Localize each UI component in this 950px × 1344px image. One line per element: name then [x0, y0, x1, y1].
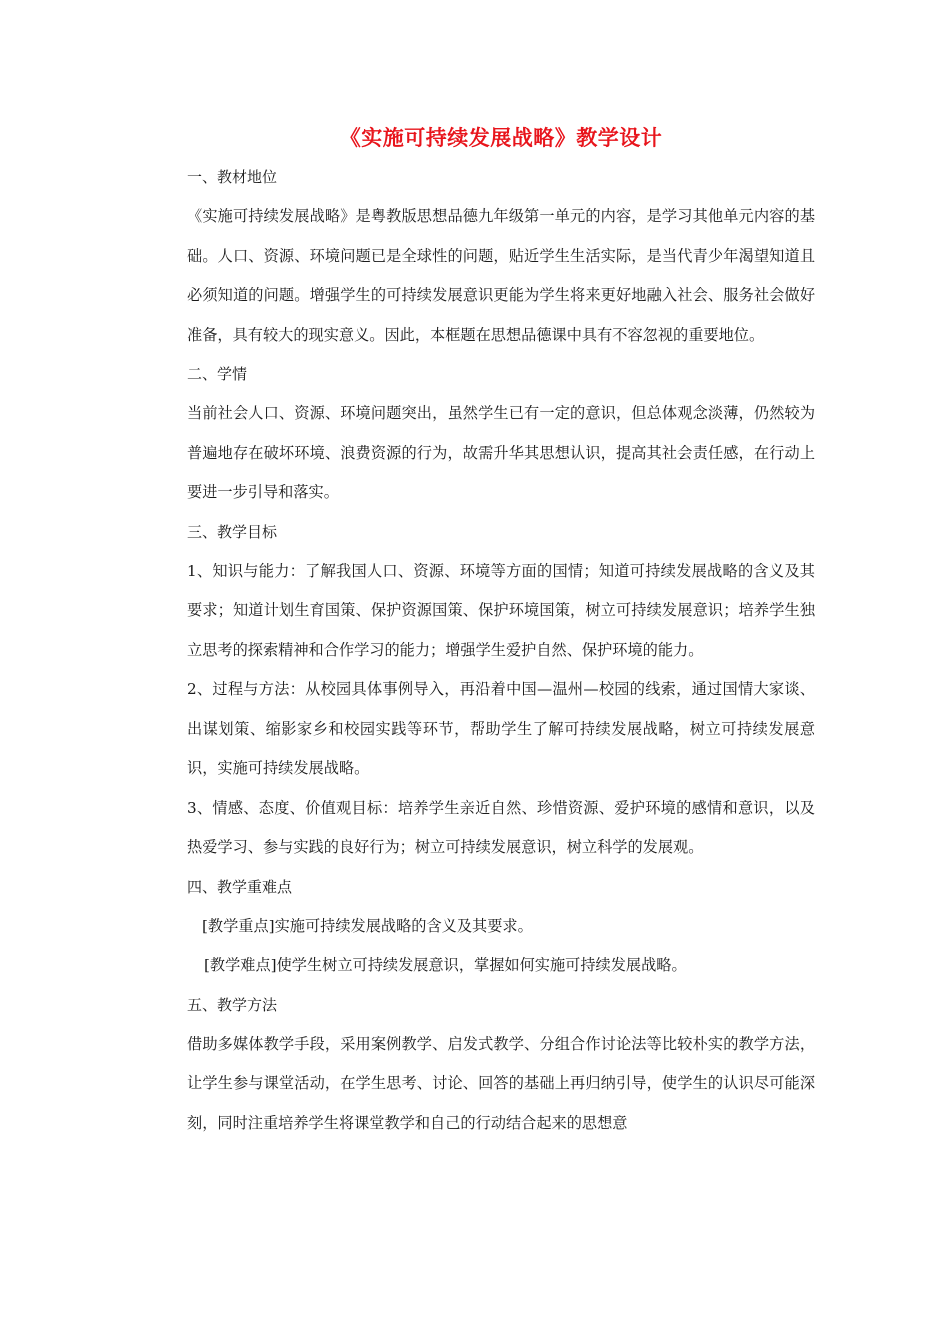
- section-heading-4: 四、教学重难点: [187, 877, 293, 896]
- section-paragraph-2: 当前社会人口、资源、环境问题突出，虽然学生已有一定的意识，但总体观念淡薄，仍然较为普遍地存在破坏环境、浪费资源的行为，故需升华其思想认识，提高其社会责任感，在行动上要进一步引导和落实。: [187, 404, 815, 501]
- section-heading-2: 二、学情: [187, 365, 248, 383]
- document-page: [187, 118, 815, 1143]
- section-paragraph-5: 借助多媒体教学手段，采用案例教学、启发式教学、分组合作讨论法等比较朴实的教学方法，让学生参与课堂活动，在学生思考、讨论、回答的基础上再归纳引导，使学生的认识尽可能深刻，同时注重培养学生将课堂教学和自己的行动结合起来的思想意: [187, 1034, 815, 1132]
- objective-item-1: 1、知识与能力：了解我国人口、资源、环境等方面的国情；知道可持续发展战略的含义及其要求；知道计划生育国策、保护资源国策、保护环境国策，树立可持续发展意识；培养学生独立思考的探索精神和合作学习的能力；增强学生爱护自然、保护环境的能力。: [187, 561, 815, 659]
- objective-item-2: 2、过程与方法：从校园具体事例导入，再沿着中国—温州—校园的线索，通过国情大家谈、出谋划策、缩影家乡和校园实践等环节，帮助学生了解可持续发展战略，树立可持续发展意识，实施可持续发展战略。: [187, 680, 815, 777]
- objective-item-3: 3、情感、态度、价值观目标：培养学生亲近自然、珍惜资源、爱护环境的感情和意识，以及热爱学习、参与实践的良好行为；树立可持续发展意识，树立科学的发展观。: [187, 798, 815, 856]
- section-heading-1: 一、教材地位: [187, 168, 278, 186]
- section-heading-5: 五、教学方法: [187, 995, 278, 1014]
- difficult-point: [教学难点]使学生树立可持续发展意识，掌握如何实施可持续发展战略。: [204, 956, 687, 974]
- key-point: [教学重点]实施可持续发展战略的含义及其要求。: [202, 916, 533, 935]
- section-paragraph-1: 《实施可持续发展战略》是粤教版思想品德九年级第一单元的内容，是学习其他单元内容的基础。人口、资源、环境问题已是全球性的问题，贴近学生生活实际，是当代青少年渴望知道且必须知道的问题。增强学生的可持续发展意识更能为学生将来更好地融入社会、服务社会做好准备，具有较大的现实意义。因此，本框题在思想品德课中具有不容忽视的重要地位。: [187, 207, 815, 344]
- document-title: 《实施可持续发展战略》教学设计: [339, 126, 663, 150]
- section-heading-3: 三、教学目标: [187, 522, 278, 541]
